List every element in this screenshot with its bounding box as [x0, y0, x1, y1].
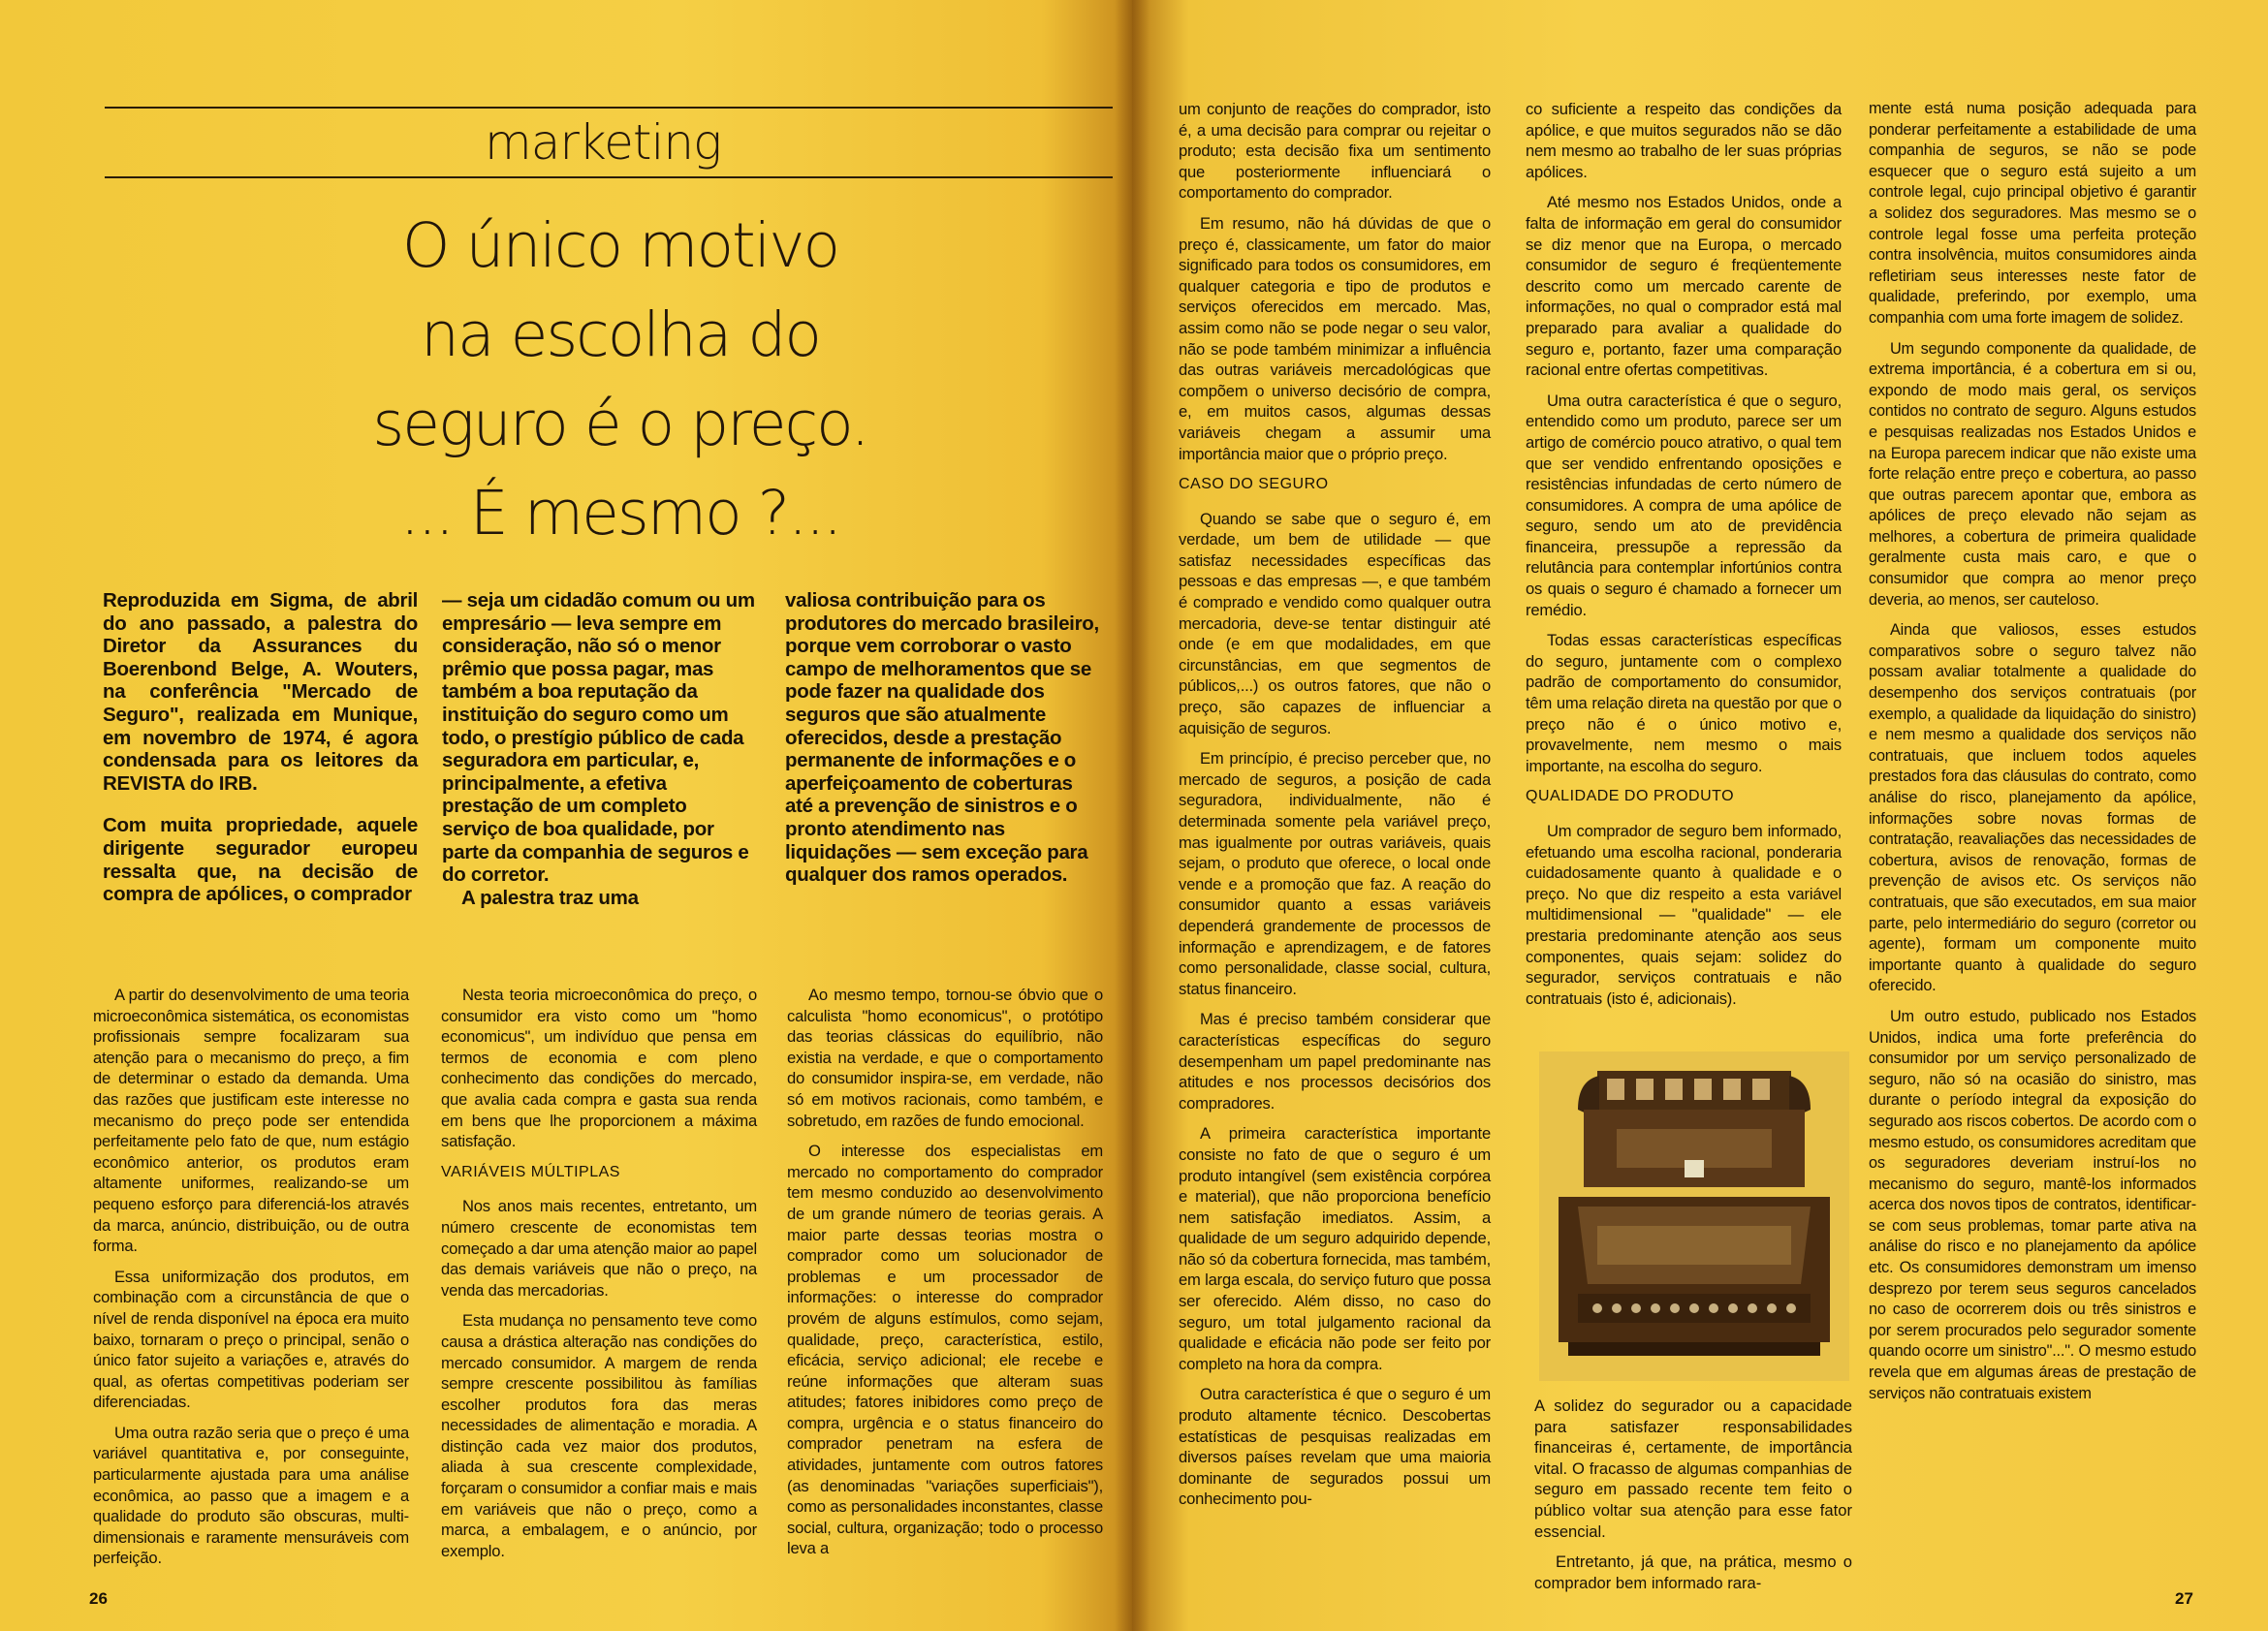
body-paragraph: Uma outra razão seria que o preço é uma variável quantitativa e, por conseguinte, particularmente ajustada para uma análise econômica, ao passo que a imagem e a qualidade do produto são obscuras, multi-dimensionais e raramente mensuráveis com perfeição. [93, 1423, 409, 1568]
subheading: CASO DO SEGURO [1179, 476, 1329, 493]
section-label: marketing [485, 114, 722, 171]
body-column-4 [1179, 99, 1491, 1520]
spine-shadow [1115, 0, 1150, 1631]
body-paragraph: Um outro estudo, publicado nos Estados Unidos, indica uma forte preferência do consumidor por um serviço personalizado de seguro, não só na ocasião do sinistro, mas durante o período integral da exposição do segurado aos riscos cobertos. De acordo com o mesmo estudo, os consumidores acreditam que os seguradores deveriam instruí-los no mecanismo do seguro, mantê-los informados acerca dos novos tipos de contratos, identificar-se com seus problemas, tomar parte ativa na análise do risco e no planejamento da apólice etc. Os consumidores demonstram um imenso desprezo por terem seus seguros cancelados no caso de ocorrerem dois ou três sinistros e por serem procurados pelo segurador somente quando ocorre um sinistro"...". O mesmo estudo revela que em algumas áreas de prestação de serviços não contratuais existem [1869, 1007, 2196, 1402]
cash-register-icon [1539, 1051, 1849, 1381]
lead-paragraph: Com muita propriedade, aquele dirigente segurador europeu ressalta que, na decisão de compra de apólices, o comprador [103, 814, 418, 906]
body-paragraph: Um segundo componente da qualidade, de extrema importância, é a cobertura em si ou, expondo de modo mais geral, os serviços contidos no contrato de seguro. Alguns estudos e pesquisas realizadas nos Estados Unidos e na Europa parecem indicar que não existe uma forte relação entre preço e cobertura, ao passo que outras parecem apontar que, embora as apólices de preço elevado não sejam as melhores, a cobertura de primeira qualidade geralmente custa mais caro, e que o consumidor que compra ao menor preço deveria, ao menos, ser cauteloso. [1869, 339, 2196, 609]
body-paragraph: A partir do desenvolvimento de uma teoria microeconômica sistemática, os economistas profissionais sempre focalizaram sua atenção para o mecanismo do preço, a fim de determinar o estado da demanda. Uma das razões que justificam este interesse no mecanismo do preço pode ser entendida perfeitamente pelo fato de que, num estágio econômico anterior, os produtos eram altamente uniformes, realizando-se um pequeno esforço para diferenciá-los através da marca, anúncio, distribuição, ou de outra forma. [93, 986, 409, 1256]
body-paragraph: Ainda que valiosos, esses estudos comparativos sobre o seguro talvez não possam avaliar totalmente a qualidade do desempenho dos serviços contratuais (por exemplo, a qualidade da liquidação do sinistro) e nem mesmo a qualidade dos serviços não contratuais, que incluem todos aqueles prestados fora das cláusulas do contrato, como análise do risco, planejamento da apólice, informações sobre novas formas de contratação, reavaliações das necessidades de cobertura, avisos de renovação, formas de prevenção de avisos etc. Os serviços não contratuais, que são executados, em sua maior parte, pelo intermediário do seguro (corretor ou agente), formam um componente muito importante quanto à qualidade do seguro oferecido. [1869, 621, 2196, 995]
body-paragraph: mente está numa posição adequada para ponderar perfeitamente a estabilidade de uma companhia de seguros, se não se pode esquecer que o seguro está sujeito a um controle legal, cujo principal objetivo é garantir a solidez dos seguradores. Mas mesmo se o controle legal fosse uma perfeita proteção contra insolvência, muitos consumidores ainda refletiriam seus interesses neste fator de qualidade, preferindo, por exemplo, uma companhia com uma forte imagem de solidez. [1869, 100, 2196, 327]
lead-paragraph: A palestra traz uma [461, 886, 639, 909]
top-rule [105, 107, 1113, 109]
title-line: O único motivo [401, 210, 839, 281]
body-paragraph: O interesse dos especialistas em mercado no comportamento do comprador tem mesmo conduzido ao desenvolvimento de um grande número de teorias gerais. A maior parte dessas teorias mostra o comprador como um solucionador de problemas e um processador de informações: o interesse do comprador provém de alguns estímulos, como sejam, qualidade, preço, característica, estilo, eficácia, serviço adicional; ele recebe e reúne informações que alteram suas atitudes; fatores inibidores como preço de compra, urgência e o status financeiro do comprador penetram na esfera de atividades, juntamente com outros fatores (as denominadas "variações superficiais"), como as personalidades inconstantes, classe social, cultura, organização; todo o processo leva a [787, 1142, 1103, 1558]
section-rule [105, 176, 1113, 178]
body-paragraph: Quando se sabe que o seguro é, em verdade, um bem de utilidade — que satisfaz necessidades específicas das pessoas e das empresas —, e que também é comprado e vendido como qualquer outra mercadoria, deve-se tentar distinguir até onde (e em que modalidades, em que circunstâncias, em que segmentos de públicos,...) os outros fatores, que não o preço, são capazes de influenciar a aquisição de seguros. [1179, 509, 1491, 737]
body-paragraph: Esta mudança no pensamento teve como causa a drástica alteração nas condições do mercado consumidor. A margem de renda sempre crescente possibilitou às famílias escolher produtos fora das meras necessidades de alimentação e moradia. A distinção cada vez maior dos produtos, aliada à sua crescente complexidade, forçaram o consumidor a confiar mais e mais em variáveis que não o preço, como a marca, a embalagem, e o anúncio, por exemplo. [441, 1311, 757, 1560]
body-paragraph: Outra característica é que o seguro é um produto altamente técnico. Descobertas estatísticas de pesquisas realizadas em diversos países revelam que uma maioria dominante de segurados possui um conhecimento pou- [1179, 1385, 1491, 1509]
body-paragraph: co suficiente a respeito das condições da apólice, e que muitos segurados não se dão nem mesmo ao trabalho de ler suas próprias apólices. [1526, 100, 1842, 181]
body-column-2 [441, 985, 757, 1571]
body-paragraph: Essa uniformização dos produtos, em combinação com a circunstância de que o nível de renda disponível na época era muito baixo, tornaram o preço o principal, senão o único fator sujeito a variações e, através do qual, as ofertas competitivas poderiam ser diferenciadas. [93, 1267, 409, 1412]
page-number-right: 27 [2175, 1589, 2193, 1608]
body-column-6 [1869, 99, 2196, 1414]
body-paragraph: Uma outra característica é que o seguro, entendido como um produto, parece ser um artigo de comércio pouco atrativo, o qual tem que ser vendido enfrentando oposições e resistências infundadas de certo número de consumidores. A compra de uma apólice de seguro, sendo um ato de previdência financeira, pressupõe a repressão da relutância para contemplar infortúnios contra os quais o seguro é chamado a fornecer um remédio. [1526, 391, 1842, 619]
subheading: QUALIDADE DO PRODUTO [1526, 788, 1735, 805]
article-title [291, 202, 950, 558]
lead-paragraph: Reproduzida em Sigma, de abril do ano passado, a palestra do Diretor da Assurances du Boerenbond Belge, A. Wouters, na conferência "Mercado de Seguro", realizada em Munique, em novembro de 1974, é agora condensada para os leitores da REVISTA do IRB. [103, 589, 418, 795]
body-paragraph: Nos anos mais recentes, entretanto, um número crescente de economistas tem começado a dar uma atenção maior ao papel das demais variáveis que não o preço, na venda das mercadorias. [441, 1197, 757, 1300]
body-paragraph: Nesta teoria microeconômica do preço, o consumidor era visto como um "homo economicus", um indivíduo que pensa em termos de economia e com pleno conhecimento das condições do mercado, que avalia cada compra e gasta sua renda em bens que lhe proporcionem a máxima satisfação. [441, 986, 757, 1151]
body-paragraph: Entretanto, já que, na prática, mesmo o comprador bem informado rara- [1534, 1553, 1852, 1592]
page-number-left: 26 [89, 1589, 108, 1608]
title-line: na escolha do [421, 299, 820, 370]
body-paragraph: Todas essas características específicas do seguro, juntamente com o complexo padrão de comportamento do consumidor, têm uma relação direta na questão por que o preço não é o único motivo e, provavelmente, nem mesmo o mais importante, na escolha do seguro. [1526, 631, 1842, 775]
left-page [0, 0, 1132, 1631]
body-paragraph: Um comprador de seguro bem informado, efetuando uma escolha racional, ponderaria cuidadosamente quanto à qualidade e o preço. No que diz respeito a esta variável multidimensional — "qualidade" — ele prestaria predominante atenção aos seus componentes, quais sejam: solidez do segurador, serviços contratuais e não contratuais (isto é, adicionais). [1526, 822, 1842, 1008]
body-paragraph: um conjunto de reações do comprador, isto é, a uma decisão para comprar ou rejeitar o produto; esta decisão fixa um sentimento que posteriormente influenciará o comportamento do comprador. [1179, 100, 1491, 203]
body-paragraph: Até mesmo nos Estados Unidos, onde a falta de informação em geral do consumidor se diz menor que na Europa, o mercado consumidor de seguro é freqüentemente descrito como um mercado carente de informações, no qual o comprador está mal preparado para avaliar a qualidade do seguro e, portanto, fazer uma comparação racional entre ofertas competitivas. [1526, 193, 1842, 380]
body-paragraph: Em princípio, é preciso perceber que, no mercado de seguros, a posição de cada seguradora, individualmente, não é determinada somente pela variável preço, mas igualmente por outras variáveis, quais sejam, o produto que oferece, o local onde vende e a promoção que faz. A reação do consumidor quanto a essas variáveis dependerá grandemente de processos de informação e aprendizagem, e de fatores como personalidade, classe social, cultura, status financeiro. [1179, 749, 1491, 998]
body-paragraph: Mas é preciso também considerar que características específicas do seguro desempenham um papel predominante nas atitudes e nos processos decisórios dos compradores. [1179, 1010, 1491, 1113]
body-paragraph: Ao mesmo tempo, tornou-se óbvio que o calculista "homo economicus", o protótipo das teorias clássicas do equilíbrio, não existia na verdade, e que o comportamento do consumidor inspira-se, em verdade, não só em motivos racionais, como também, e sobretudo, em razões de fundo emocional. [787, 986, 1103, 1130]
lead-column-3 [785, 589, 1101, 906]
body-column-5 [1526, 99, 1842, 1019]
body-column-1 [93, 985, 409, 1579]
lead-paragraph: — seja um cidadão comum ou um empresário — leva sempre em consideração, não só o menor prêmio que possa pagar, mas também a boa reputação da instituição do seguro como um todo, o prestígio público de cada seguradora em particular, e, principalmente, a efetiva prestação de um completo serviço de boa qualidade, por parte da companhia de seguros e do corretor. [442, 589, 755, 887]
title-line: seguro é o preço. [372, 389, 868, 459]
lead-column-1 [103, 589, 418, 925]
lead-column-2 [442, 589, 758, 909]
figure-caption-and-text [1534, 1396, 1852, 1603]
subheading: VARIÁVEIS MÚLTIPLAS [441, 1163, 620, 1180]
lead-paragraph: valiosa contribuição para os produtores do mercado brasileiro, porque vem corroborar o vasto campo de melhoramentos que se pode fazer na qualidade dos seguros que são atualmente oferecidos, desde a prestação permanente de informações e o aperfeiçoamento de coberturas até a prevenção de sinistros e o pronto atendimento nas liquidações — sem exceção para qualquer dos ramos operados. [785, 589, 1099, 887]
figure-caption: A solidez do segurador ou a capacidade para satisfazer responsabilidades financeiras é, certamente, de importância vital. O fracasso de algumas companhias de seguro em passado recente tem feito o público voltar sua atenção para esse fator essencial. [1534, 1396, 1852, 1541]
body-column-3 [787, 985, 1103, 1569]
body-paragraph: Em resumo, não há dúvidas de que o preço é, classicamente, um fator do maior significado para todos os consumidores, em qualquer categoria e tipo de produtos e serviços oferecidos em mercado. Mas, assim como não se pode negar o seu valor, não se pode também minimizar a influência das outras variáveis mercadológicas que compõem o universo decisório de compra, e, em muitos casos, algumas dessas variáveis chegam a assumir uma importância maior que o próprio preço. [1179, 213, 1491, 463]
title-line: ... É mesmo ?... [399, 478, 841, 549]
body-paragraph: A primeira característica importante consiste no fato de que o seguro é um produto intangível (sem existência corpórea e material), que não proporciona benefício nem satisfação imediatos. Assim, a qualidade de um seguro adquirido depende, não só da cobertura fornecida, mas também, em larga escala, do serviço futuro que possa ser oferecido. Além disso, no caso do seguro, um total julgamento racional da qualidade e eficácia não pode ser feito por completo na hora da compra. [1179, 1124, 1491, 1373]
cash-register-image [1539, 1051, 1849, 1381]
